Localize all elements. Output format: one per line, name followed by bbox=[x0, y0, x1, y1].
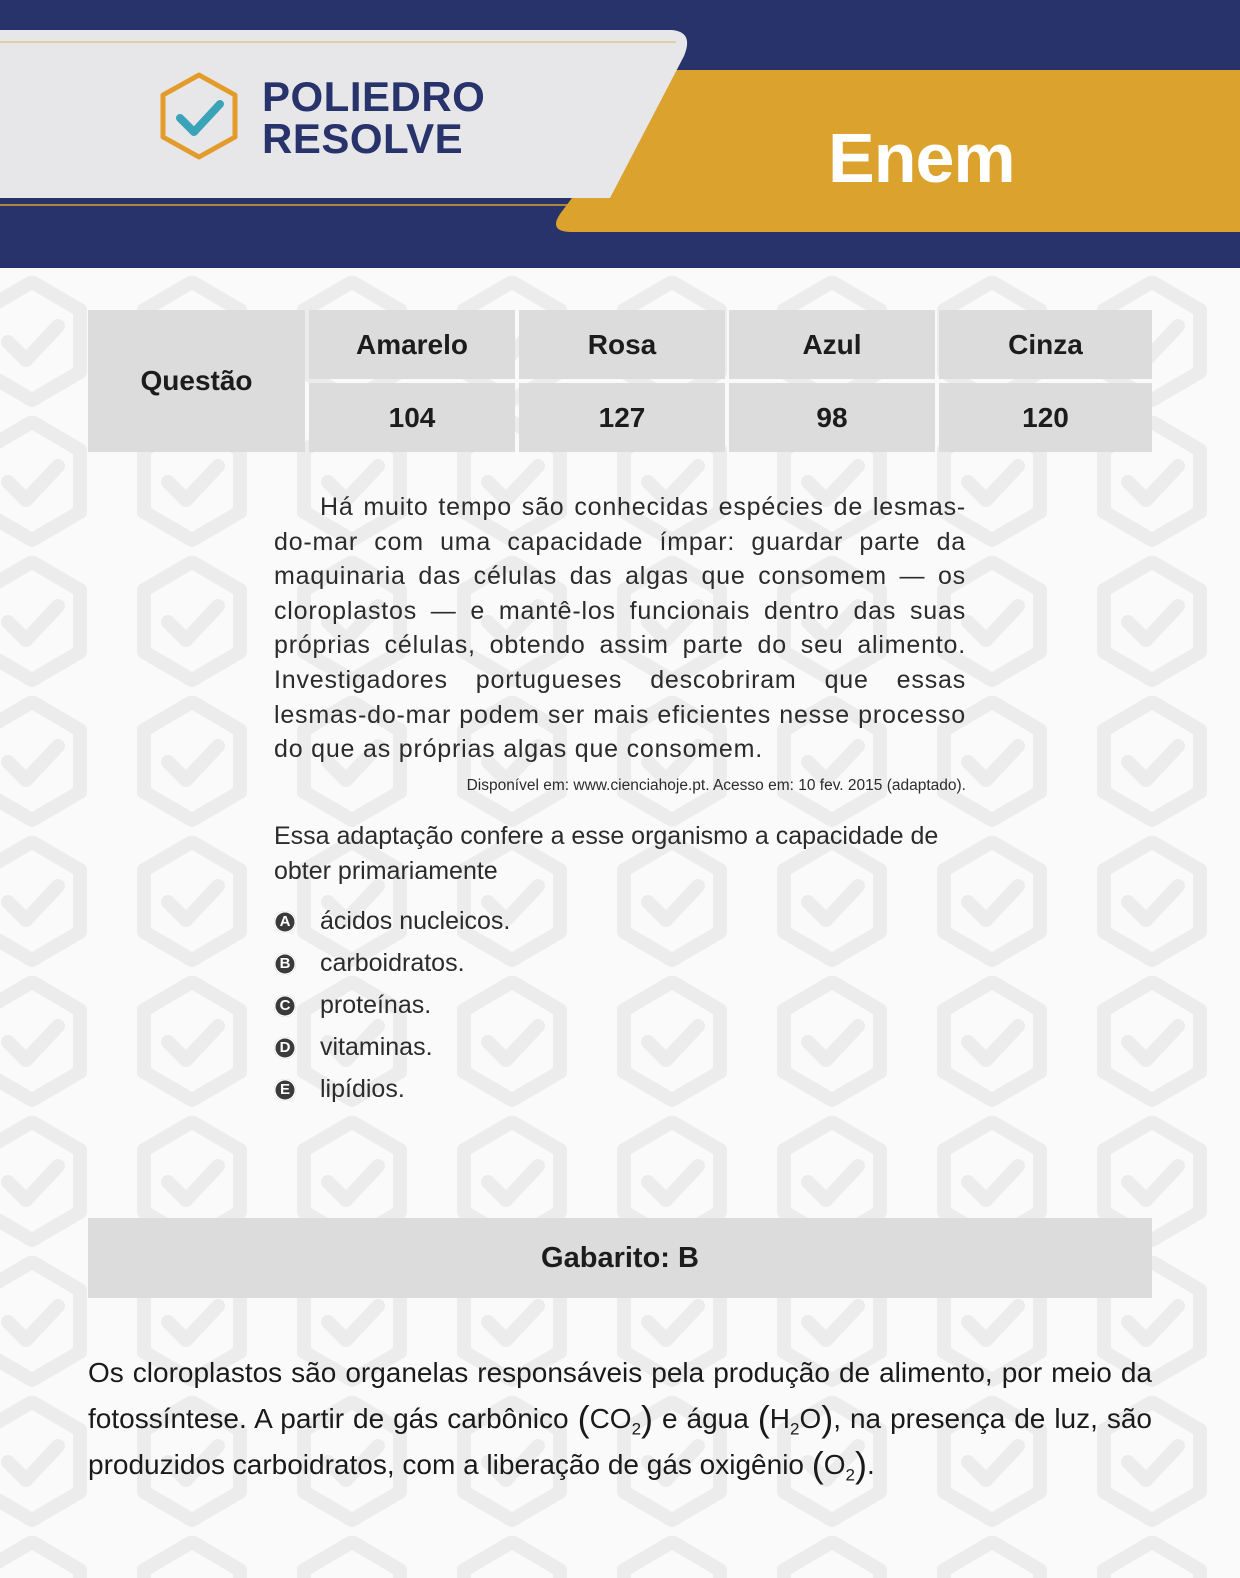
question-number-table bbox=[88, 310, 1152, 452]
option-letter-c: C bbox=[274, 995, 296, 1017]
open-paren: ( bbox=[811, 1444, 824, 1485]
option-letter-d: D bbox=[274, 1037, 296, 1059]
column-header-rosa: Rosa bbox=[519, 310, 725, 379]
question-block bbox=[274, 490, 966, 1111]
answer-key-box bbox=[88, 1218, 1152, 1298]
o2-subscript: 2 bbox=[845, 1465, 856, 1485]
open-paren: ( bbox=[577, 1398, 590, 1439]
explanation-text: e água bbox=[653, 1403, 758, 1434]
passage-source: Disponível em: www.cienciahoje.pt. Acesso em: 10 fev. 2015 (adaptado). bbox=[466, 776, 966, 794]
question-number-amarelo: 104 bbox=[309, 383, 515, 452]
co2-subscript: 2 bbox=[631, 1419, 642, 1439]
check-hexagon-logo-icon bbox=[156, 70, 242, 162]
option-letter-a: A bbox=[274, 911, 296, 933]
explanation-text: Os cloroplastos são organelas responsáveis pela produção de alimento, por meio da fotossíntese. A partir de gás carbônico bbox=[88, 1357, 1152, 1434]
close-paren: ) bbox=[821, 1398, 834, 1439]
explanation-text: , na presença de luz, são produzidos carboidratos, com a liberação de gás oxigênio bbox=[88, 1403, 1152, 1480]
h2o-formula-h: H bbox=[769, 1403, 790, 1434]
answer-key-label: Gabarito: B bbox=[541, 1241, 699, 1274]
option-text: carboidratos. bbox=[320, 949, 465, 978]
option-b[interactable] bbox=[274, 943, 966, 985]
brand-name-line-1: POLIEDRO bbox=[262, 73, 486, 120]
brand-name-line-2: RESOLVE bbox=[262, 115, 464, 162]
answer-explanation bbox=[88, 1350, 1152, 1488]
column-header-cinza: Cinza bbox=[939, 310, 1152, 379]
option-e[interactable] bbox=[274, 1069, 966, 1111]
question-label-cell: Questão bbox=[88, 310, 305, 452]
close-paren: ) bbox=[641, 1398, 654, 1439]
co2-formula: CO bbox=[589, 1403, 632, 1434]
column-header-amarelo: Amarelo bbox=[309, 310, 515, 379]
question-number-azul: 98 bbox=[729, 383, 935, 452]
option-a[interactable] bbox=[274, 901, 966, 943]
h2o-subscript: 2 bbox=[790, 1419, 800, 1439]
question-number-rosa: 127 bbox=[519, 383, 725, 452]
open-paren: ( bbox=[757, 1398, 770, 1439]
answer-options bbox=[274, 901, 966, 1111]
close-paren: ) bbox=[855, 1444, 868, 1485]
o2-formula: O bbox=[823, 1449, 846, 1480]
question-stem: Essa adaptação confere a esse organismo a capacidade de obter primariamente bbox=[274, 821, 939, 885]
option-text: vitaminas. bbox=[320, 1033, 433, 1062]
option-text: lipídios. bbox=[320, 1075, 405, 1104]
option-text: ácidos nucleicos. bbox=[320, 907, 511, 936]
option-text: proteínas. bbox=[320, 991, 432, 1020]
question-passage: Há muito tempo são conhecidas espécies de lesmas-do-mar com uma capacidade ímpar: guardar parte da maquinaria das células das algas que consomem — os cloroplastos — e mantê-los funcionais dentro das suas próprias células, obtendo assim parte do seu alimento. Investigadores portugueses descobriram que essas lesmas-do-mar podem ser mais eficientes nesse processo do que as próprias algas que consomem. bbox=[274, 493, 966, 764]
page-header bbox=[0, 0, 1240, 268]
option-letter-e: E bbox=[274, 1079, 296, 1101]
exam-title: Enem bbox=[828, 119, 1015, 197]
option-d[interactable] bbox=[274, 1027, 966, 1069]
question-number-cinza: 120 bbox=[939, 383, 1152, 452]
column-header-azul: Azul bbox=[729, 310, 935, 379]
option-letter-b: B bbox=[274, 953, 296, 975]
option-c[interactable] bbox=[274, 985, 966, 1027]
explanation-text: . bbox=[867, 1449, 875, 1480]
h2o-formula-o: O bbox=[799, 1403, 822, 1434]
